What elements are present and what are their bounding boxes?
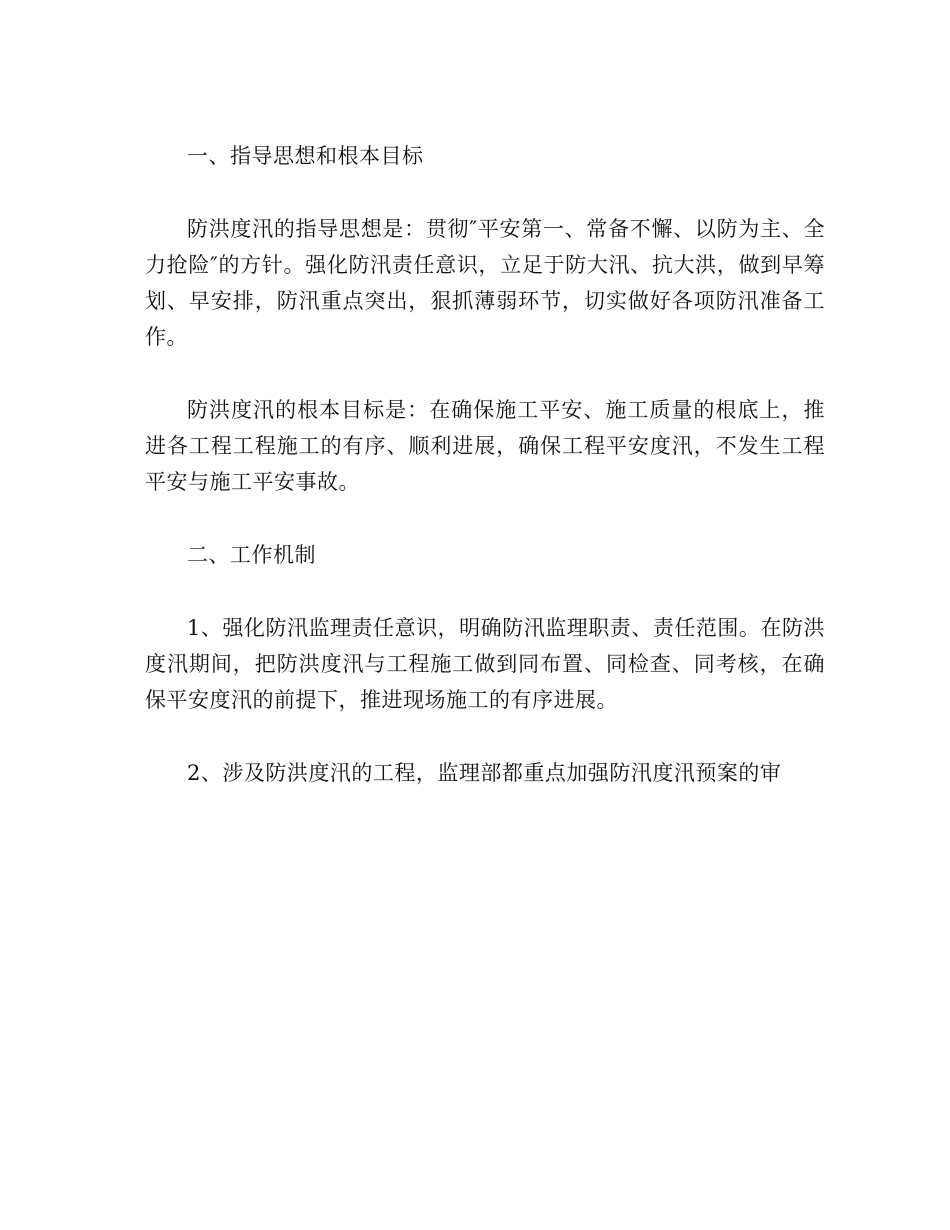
section-heading-work-mechanism: 二、工作机制 bbox=[187, 543, 316, 567]
section-heading-guiding-ideology: 一、指导思想和根本目标 bbox=[187, 144, 424, 168]
paragraph-item-2: 2、涉及防洪度汛的工程，监理部都重点加强防汛度汛预案的审 bbox=[187, 761, 782, 785]
document-body bbox=[145, 138, 825, 828]
paragraph-basic-goal: 防洪度汛的根本目标是：在确保施工平安、施工质量的根底上，推进各工程工程施工的有序、顺利进展，确保工程平安度汛，不发生工程平安与施工平安事故。 bbox=[145, 398, 825, 494]
paragraph-guiding-ideology: 防洪度汛的指导思想是：贯彻″平安第一、常备不懈、以防为主、全力抢险″的方针。强化防汛责任意识，立足于防大汛、抗大洪，做到早筹划、早安排，防汛重点突出，狠抓薄弱环节，切实做好各项防汛准备工作。 bbox=[145, 217, 825, 349]
paragraph-item-1: 1、强化防汛监理责任意识，明确防汛监理职责、责任范围。在防洪度汛期间，把防洪度汛与工程施工做到同布置、同检查、同考核，在确保平安度汛的前提下，推进现场施工的有序进展。 bbox=[145, 616, 825, 712]
